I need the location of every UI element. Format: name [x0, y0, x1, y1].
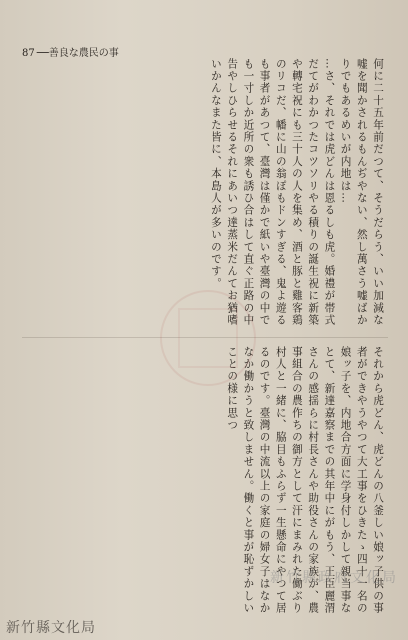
- running-header: [22, 44, 119, 59]
- running-title: ──善良な農民の事: [36, 48, 119, 59]
- archive-watermark: 新竹縣政府文化局: [270, 570, 398, 586]
- text-column-top: 何に二十五年前だつて、そうだらう、いい加減な嘘を聞かされるもんぢやない、然し萬さう嘘ばかりでもあるめいが内地は… …さ、それでは虎どんは恩るしも虎。婚禮が帯式だてがわかつたコツソリやる積りの誕生祝に新築や轉宅祝にも三十人の人を集め、酒と豚と雞客鶏のリコだ、幡に山の翁ぽもドンすぎる、鬼よ遊るも事者があつて、臺灣は僅かで紙いや臺灣の中でも一寸しか近所の衆も誘ひ合はして直ぐ正路の中告やしひらせるそれにあいつ達蒸米だんてお猶嗜いかんなまた皆に、本島人が多いのです。: [209, 58, 384, 327]
- text-column-bottom: それから虎どん、虎どんの八釜しい娘ッ子供の事者ができやうやつて大工事をひきたゝ四十一名の娘ッ子を、内地合方面に学身付しかして親当事なとて、新達嘉察までの其年中にがもう、王臣麗渭さんの感揺らに村長さんや助役さんの家族が、農事組合の農作ちの御方として汗にまみれた働ぶり村人と一緒に、脇目もふらず一生懸命にやつて居るのです。臺灣の中流以上の家庭の婦女子はなかなか働かうと致しません。働くと事が恥ずかしいことの様に思つ: [226, 346, 384, 615]
- faint-seal-inner: [178, 308, 238, 368]
- page-number: 87: [22, 48, 35, 59]
- archive-logo: 新竹縣文化局: [6, 620, 96, 636]
